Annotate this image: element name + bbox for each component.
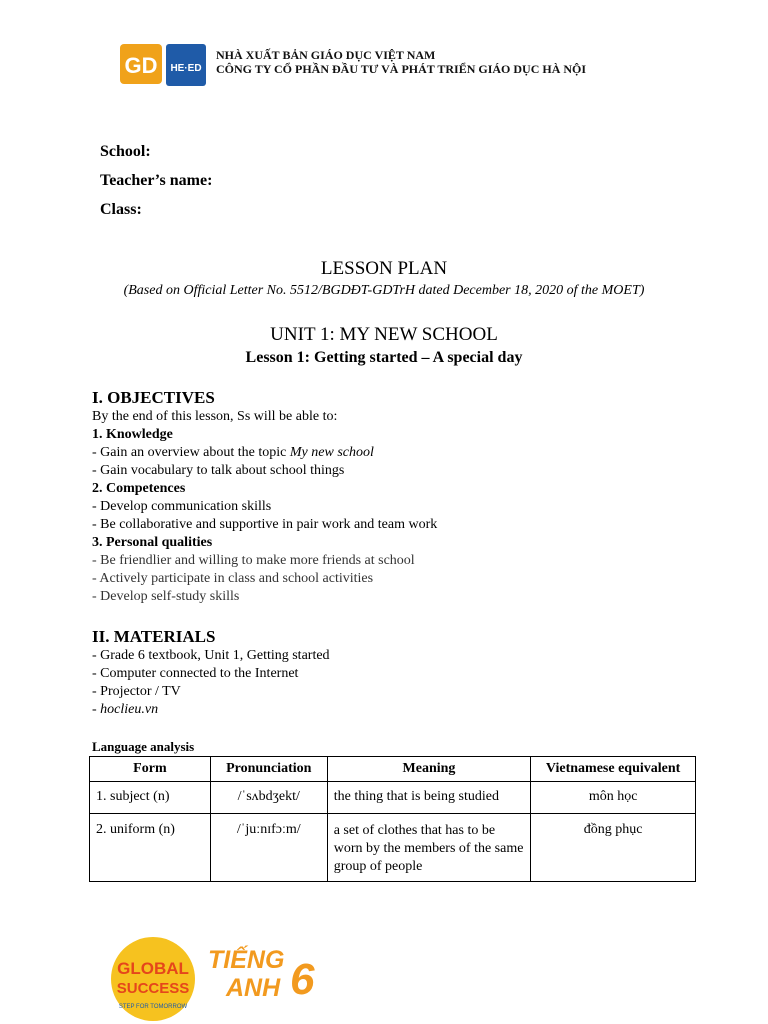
- knowledge-item-1: - Gain an overview about the topic My new school: [92, 445, 374, 460]
- lesson-subtitle: Lesson 1: Getting started – A special day: [245, 349, 523, 366]
- lesson-plan-title: LESSON PLAN: [320, 258, 448, 279]
- competence-item-1: - Develop communication skills: [92, 499, 272, 514]
- official-letter-note: (Based on Official Letter No. 5512/BGDĐT-GDTrH dated December 18, 2020 of the MOET): [123, 283, 645, 298]
- svg-text:ANH: ANH: [226, 974, 281, 1002]
- language-analysis-title: Language analysis: [92, 739, 195, 754]
- class-label: Class:: [100, 201, 142, 218]
- svg-text:STEP FOR TOMORROW: STEP FOR TOMORROW: [118, 1004, 188, 1010]
- material-item-3: - Projector / TV: [92, 684, 181, 699]
- quality-item-2: - Actively participate in class and school activities: [92, 571, 374, 586]
- table-header-row: [90, 757, 696, 782]
- objectives-heading: I. OBJECTIVES: [92, 388, 215, 407]
- material-item-1: - Grade 6 textbook, Unit 1, Getting started: [92, 648, 330, 663]
- pronunciation-cell: /ˈjuːnɪfɔːm/: [210, 814, 327, 882]
- school-label: School:: [100, 143, 151, 160]
- language-analysis-table: [89, 756, 696, 882]
- objectives-section: [92, 388, 437, 606]
- objectives-intro: By the end of this lesson, Ss will be able to:: [92, 409, 338, 424]
- global-success-tieng-anh-logo: [108, 934, 358, 1024]
- column-header: Pronunciation: [210, 757, 327, 782]
- publisher-header: [120, 42, 640, 88]
- material-item-2: - Computer connected to the Internet: [92, 666, 299, 681]
- material-item-4: - hoclieu.vn: [92, 702, 159, 717]
- publisher-logo: [120, 42, 208, 88]
- svg-text:SUCCESS: SUCCESS: [116, 980, 190, 997]
- meaning-cell: a set of clothes that has to be worn by the members of the same group of people: [327, 814, 531, 882]
- table-row: [90, 814, 696, 882]
- qualities-title: 3. Personal qualities: [92, 535, 213, 550]
- competence-item-2: - Be collaborative and supportive in pair work and team work: [92, 517, 438, 532]
- knowledge-item-2: - Gain vocabulary to talk about school things: [92, 463, 345, 478]
- meaning-cell: the thing that is being studied: [327, 782, 531, 814]
- form-cell: 2. uniform (n): [90, 814, 211, 882]
- svg-text:GD: GD: [124, 53, 158, 78]
- column-header: Meaning: [327, 757, 531, 782]
- materials-heading: II. MATERIALS: [92, 627, 216, 646]
- pronunciation-cell: /ˈsʌbdʒekt/: [210, 782, 327, 814]
- table-row: [90, 782, 696, 814]
- knowledge-title: 1. Knowledge: [92, 427, 173, 442]
- publisher-name: [216, 48, 636, 88]
- teacher-name-label: Teacher’s name:: [100, 172, 213, 189]
- competences-title: 2. Competences: [92, 481, 186, 496]
- column-header: Form: [90, 757, 211, 782]
- svg-text:TIẾNG: TIẾNG: [208, 946, 285, 974]
- svg-text:6: 6: [290, 955, 315, 1004]
- svg-text:HE·ED: HE·ED: [170, 63, 202, 74]
- materials-section: [92, 627, 330, 719]
- form-cell: 1. subject (n): [90, 782, 211, 814]
- publisher-line-1: NHÀ XUẤT BẢN GIÁO DỤC VIỆT NAM: [216, 48, 436, 62]
- quality-item-3: - Develop self-study skills: [92, 589, 240, 604]
- svg-text:GLOBAL: GLOBAL: [117, 959, 189, 978]
- quality-item-1: - Be friendlier and willing to make more friends at school: [92, 553, 415, 568]
- column-header: Vietnamese equivalent: [531, 757, 696, 782]
- publisher-line-2: CÔNG TY CỔ PHẦN ĐẦU TƯ VÀ PHÁT TRIỂN GIÁO DỤC HÀ NỘI: [216, 62, 587, 76]
- vietnamese-cell: đồng phục: [531, 814, 696, 882]
- vietnamese-cell: môn học: [531, 782, 696, 814]
- unit-title: UNIT 1: MY NEW SCHOOL: [270, 324, 498, 345]
